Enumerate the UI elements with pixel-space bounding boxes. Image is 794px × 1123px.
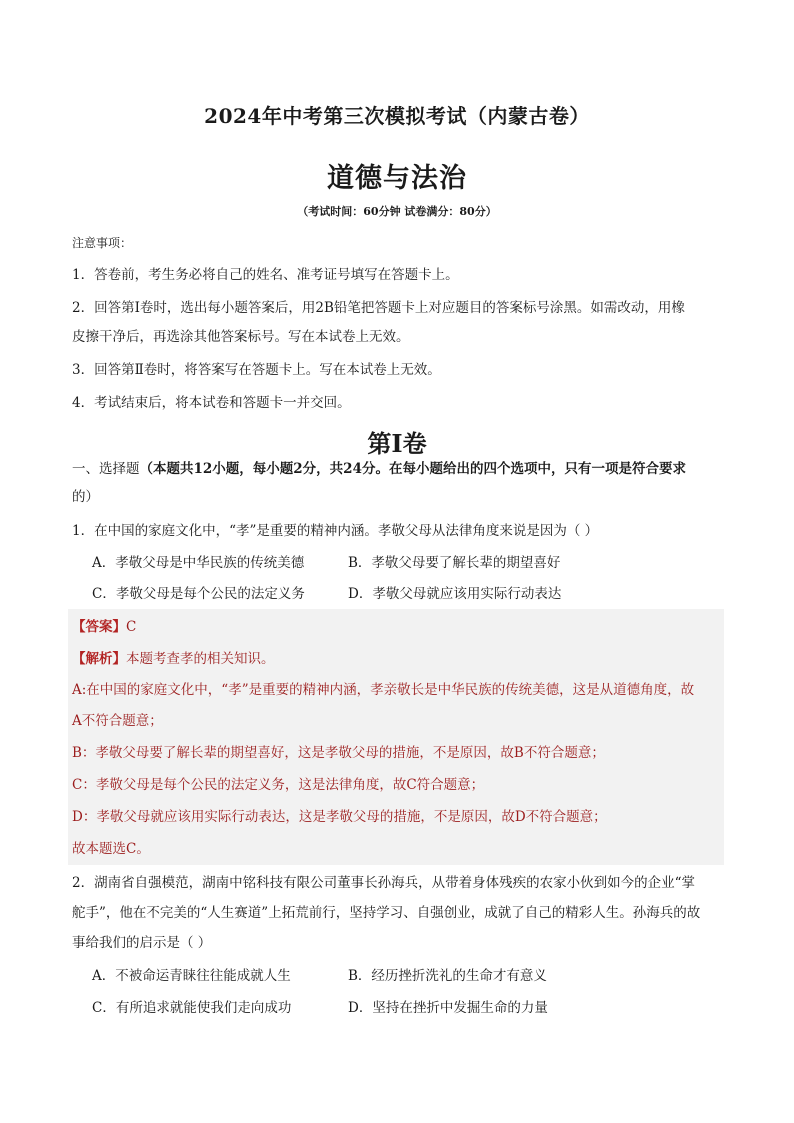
instruction-body: （本题共12小题，每小题2分，共24分。在每小题给出的四个选项中，只有一项是符合要求	[139, 461, 686, 477]
q1-analysis-line-c: C：孝敬父母是每个公民的法定义务，这是法律角度，故C符合题意；	[72, 777, 485, 793]
subject-title: 道德与法治	[327, 163, 467, 194]
section-title: 第Ⅰ卷	[367, 429, 427, 458]
q1-option-a: A．孝敬父母是中华民族的传统美德	[92, 555, 305, 571]
q2-option-c: C．有所追求就能使我们走向成功	[92, 1000, 292, 1016]
q1-answer	[72, 617, 722, 637]
q1-analysis-line-d: D：孝敬父母就应该用实际行动表达，这是孝敬父母的措施，不是原因，故D不符合题意；	[72, 809, 607, 825]
notice-item-4: 4．考试结束后，将本试卷和答题卡一并交回。	[72, 395, 351, 411]
q1-analysis-line-a: A:在中国的家庭文化中，“孝”是重要的精神内涵，孝亲敬长是中华民族的传统美德，这是从道德角度，故	[72, 682, 695, 698]
q2-stem-line-1: 2．湖南省自强模范，湖南中铭科技有限公司董事长孙海兵，从带着身体残疾的农家小伙到如今的企业“掌	[72, 875, 695, 891]
q1-conclusion: 故本题选C。	[72, 841, 150, 857]
q1-option-b: B．孝敬父母要了解长辈的期望喜好	[348, 555, 561, 571]
q1-option-c: C．孝敬父母是每个公民的法定义务	[92, 586, 305, 602]
q2-stem-line-2: 舵手”，他在不完美的“人生赛道”上拓荒前行，坚持学习、自强创业，成就了自己的精彩人生。孙海兵的故	[72, 905, 701, 921]
answer-value: C	[126, 619, 137, 635]
q1-option-d: D．孝敬父母就应该用实际行动表达	[348, 586, 562, 602]
notice-item-3: 3．回答第Ⅱ卷时，将答案写在答题卡上。写在本试卷上无效。	[72, 362, 441, 378]
exam-meta: （考试时间：60分钟 试卷满分：80分）	[297, 205, 497, 218]
section-instruction	[72, 459, 722, 479]
notice-item-1: 1．答卷前，考生务必将自己的姓名、准考证号填写在答题卡上。	[72, 267, 459, 283]
q1-analysis-line-b: B：孝敬父母要了解长辈的期望喜好，这是孝敬父母的措施，不是原因，故B不符合题意；	[72, 745, 605, 761]
q1-stem: 1．在中国的家庭文化中，“孝”是重要的精神内涵。孝敬父母从法律角度来说是因为（ ）	[72, 523, 599, 539]
q2-stem-line-3: 事给我们的启示是（ ）	[72, 935, 212, 951]
q2-option-a: A．不被命运青睐往往能成就人生	[92, 968, 291, 984]
answer-label: 【答案】	[72, 619, 126, 635]
notice-item-2-cont: 皮擦干净后，再选涂其他答案标号。写在本试卷上无效。	[72, 329, 410, 345]
q1-analysis	[72, 649, 722, 669]
section-instruction-tail: 的）	[72, 489, 99, 505]
q1-analysis-line-a-cont: A不符合题意；	[72, 713, 163, 729]
analysis-intro: 本题考查孝的相关知识。	[126, 651, 275, 667]
notice-item-2: 2．回答第Ⅰ卷时，选出每小题答案后，用2B铅笔把答题卡上对应题目的答案标号涂黑。如需改动，用橡	[72, 300, 685, 316]
notice-heading: 注意事项：	[72, 236, 133, 250]
instruction-prefix: 一、选择题	[72, 461, 140, 477]
q2-option-d: D．坚持在挫折中发掘生命的力量	[348, 1000, 548, 1016]
exam-title: 2024年中考第三次模拟考试（内蒙古卷）	[204, 104, 590, 128]
analysis-label: 【解析】	[72, 651, 126, 667]
q2-option-b: B．经历挫折洗礼的生命才有意义	[348, 968, 547, 984]
